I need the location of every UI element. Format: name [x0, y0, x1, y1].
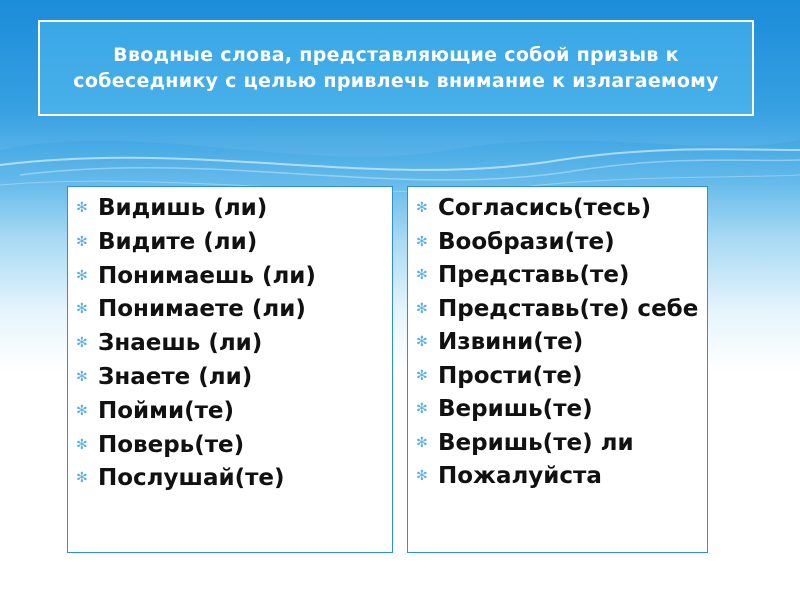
right-phrase-list	[416, 195, 701, 490]
list-item: ✻ Послушай(те)	[76, 465, 285, 492]
asterisk-bullet-icon: ✻	[76, 301, 88, 318]
slide-title: Вводные слова, представляющие собой призыв к собеседнику с целью привлечь внимание к излагаемому	[73, 44, 719, 92]
list-item: ✻ Согласись(тесь)	[416, 195, 652, 221]
asterisk-bullet-icon: ✻	[76, 233, 88, 250]
asterisk-bullet-icon: ✻	[416, 233, 428, 250]
list-item: ✻ Извини(те)	[416, 329, 584, 355]
list-item: ✻ Поверь(те)	[76, 431, 245, 458]
asterisk-bullet-icon: ✻	[416, 200, 428, 216]
asterisk-bullet-icon: ✻	[416, 267, 428, 283]
right-column-box	[407, 186, 708, 553]
asterisk-bullet-icon: ✻	[76, 402, 88, 419]
asterisk-bullet-icon: ✻	[76, 267, 88, 284]
asterisk-bullet-icon: ✻	[416, 300, 428, 317]
list-item: ✻ Пожалуйста	[416, 463, 602, 489]
asterisk-bullet-icon: ✻	[416, 401, 428, 417]
asterisk-bullet-icon: ✻	[76, 436, 88, 453]
list-item: ✻ Вообрази(те)	[416, 228, 615, 255]
asterisk-bullet-icon: ✻	[76, 335, 88, 352]
list-item: ✻ Знаешь (ли)	[76, 330, 263, 357]
list-item: ✻ Веришь(те)	[416, 396, 593, 422]
list-item: ✻ Пойми(те)	[76, 397, 235, 424]
list-item: ✻ Представь(те) себе	[416, 295, 699, 322]
title-banner	[38, 20, 754, 116]
list-item: ✻ Представь(те)	[416, 262, 630, 288]
asterisk-bullet-icon: ✻	[416, 434, 428, 451]
list-item: ✻ Знаете (ли)	[76, 363, 253, 390]
list-item: ✻ Видишь (ли)	[76, 195, 268, 221]
asterisk-bullet-icon: ✻	[76, 200, 88, 216]
left-column-box	[67, 186, 393, 553]
asterisk-bullet-icon: ✻	[416, 367, 428, 384]
left-phrase-list	[76, 195, 386, 492]
asterisk-bullet-icon: ✻	[416, 468, 428, 484]
asterisk-bullet-icon: ✻	[416, 334, 428, 350]
asterisk-bullet-icon: ✻	[76, 368, 88, 385]
list-item: ✻ Видите (ли)	[76, 228, 258, 255]
list-item: ✻ Веришь(те) ли	[416, 429, 634, 456]
list-item: ✻ Прости(те)	[416, 362, 583, 389]
list-item: ✻ Понимаешь (ли)	[76, 262, 316, 289]
asterisk-bullet-icon: ✻	[76, 470, 88, 487]
list-item: ✻ Понимаете (ли)	[76, 296, 306, 323]
